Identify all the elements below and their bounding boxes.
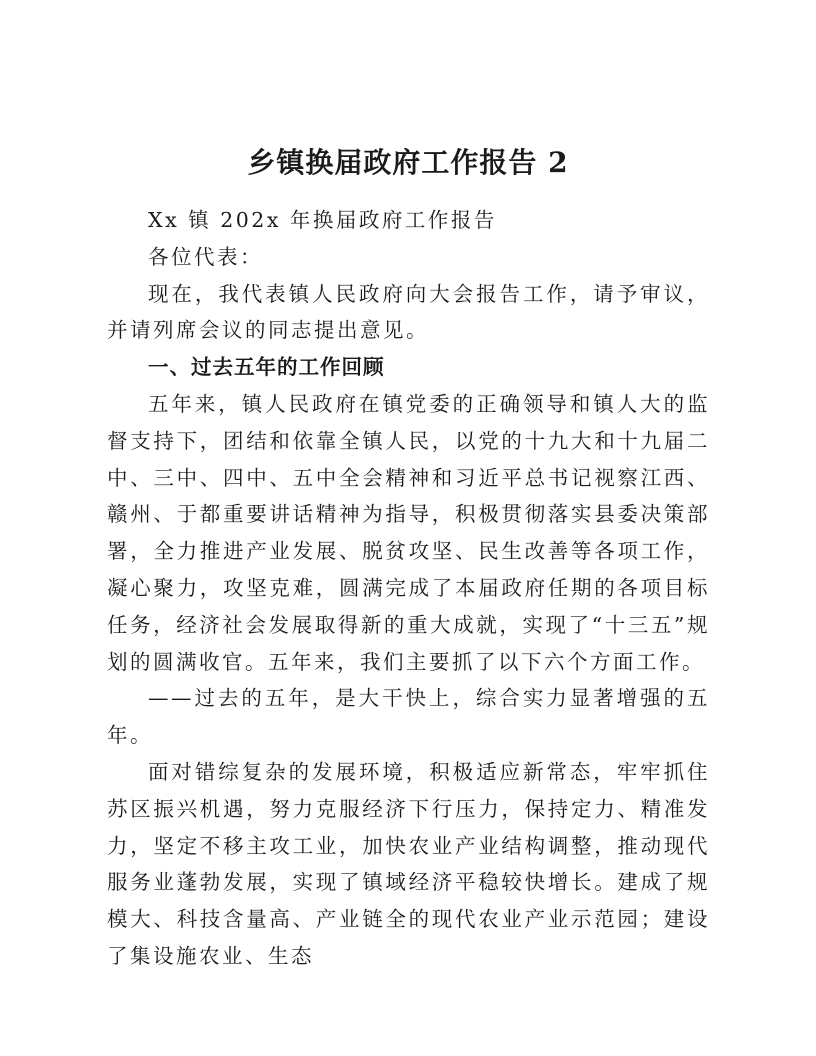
review-paragraph: 五年来，镇人民政府在镇党委的正确领导和镇人大的监督支持下，团结和依靠全镇人民，以党的十九大和十九届二中、三中、四中、五中全会精神和习近平总书记视察江西、赣州、于都重要讲话精神为指导，积极贯彻落实县委决策部署，全力推进产业发展、脱贫攻坚、民生改善等各项工作，凝心聚力，攻坚克难，圆满完成了本届政府任期的各项目标任务，经济社会发展取得新的重大成就，实现了“十三五”规划的圆满收官。五年来，我们主要抓了以下六个方面工作。 bbox=[107, 391, 710, 674]
document-body bbox=[107, 202, 710, 975]
section-heading: 一、过去五年的工作回顾 bbox=[148, 355, 385, 380]
document-title: 乡镇换届政府工作报告 2 bbox=[247, 146, 569, 179]
salutation: 各位代表： bbox=[148, 244, 263, 269]
summary-line: ——过去的五年，是大干快上，综合实力显著增强的五年。 bbox=[107, 686, 710, 748]
opening-paragraph: 现在，我代表镇人民政府向大会报告工作，请予审议，并请列席会议的同志提出意见。 bbox=[107, 281, 710, 343]
economy-paragraph: 面对错综复杂的发展环境，积极适应新常态，牢牢抓住苏区振兴机遇，努力克服经济下行压力，保持定力、精准发力，坚定不移主攻工业，加快农业产业结构调整，推动现代服务业蓬勃发展，实现了镇域经济平稳较快增长。建成了规模大、科技含量高、产业链全的现代农业产业示范园；建设了集设施农业、生态 bbox=[107, 759, 710, 968]
report-subtitle: Xx 镇 202x 年换届政府工作报告 bbox=[148, 208, 497, 232]
